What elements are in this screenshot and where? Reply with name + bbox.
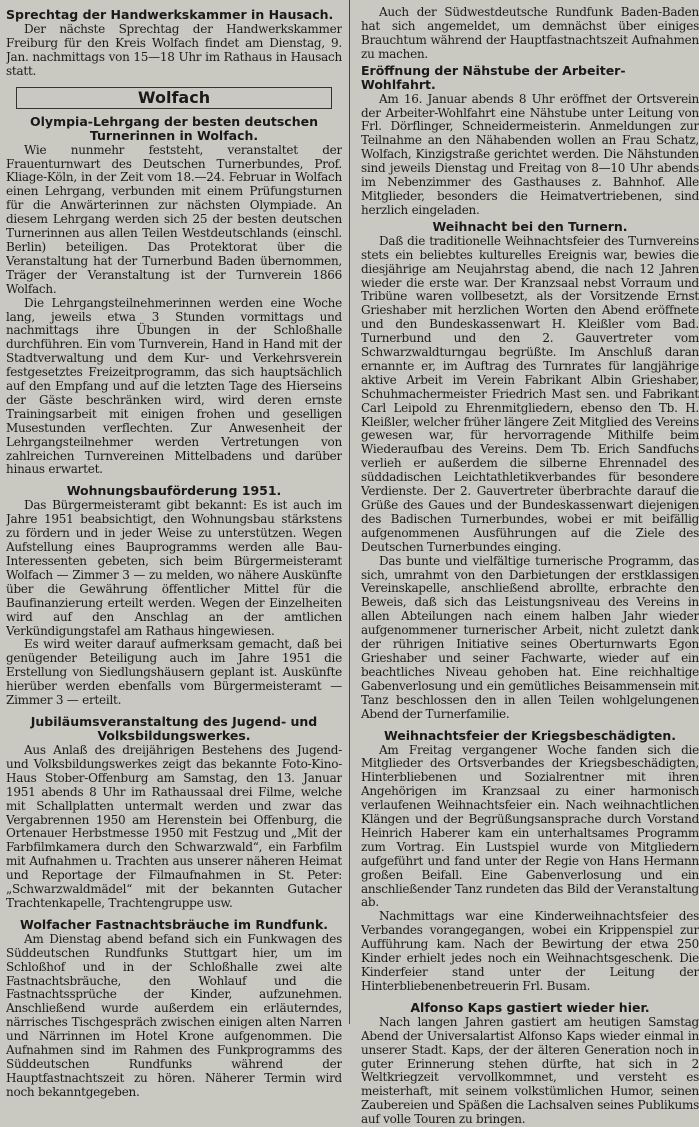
article-paragraph: Es wird weiter darauf aufmerksam gemacht, daß bei genügender Beteiligung auch im Jahre 1951 die Erstellung von Siedlungshäusern geplant ist. Auskünfte hierüber werden ebenfalls vom Bürgermeisteramt — Zimmer 3 — erteilt. [6, 637, 342, 708]
article-paragraph: Das bunte und vielfältige turnerische Programm, das sich, umrahmt von den Darbietungen der erstklassigen Vereinskapelle, anschließend abrollte, erbrachte den Beweis, daß sich das Leistungsniveau des Vereins in allen Abteilungen nach einem halben Jahr wieder aufgenommener turnerischer Arbeit, nicht zuletzt dank der rührigen Initiative seines Oberturnwarts Egon Grieshaber und seiner Fachwarte, wieder auf ein beachtliches Niveau gehoben hat. Eine reichhaltige Gabenverlosung und ein gemütliches Beisammensein mit Tanz beschlossen den in allen Teilen wohlgelungenen Abend der Turnerfamilie. [361, 553, 699, 721]
article-title: Jubiläumsveranstaltung des Jugend- und Volksbildungswerkes. [30, 713, 318, 743]
article-title: Sprechtag der Handwerkskammer in Hausach. [6, 7, 334, 22]
article-paragraph: Am Dienstag abend befand sich ein Funkwagen des Süddeutschen Rundfunks Stuttgart hier, um im Schloßhof und in der Schloßhalle zwei alte Fastnachtsbräuche, den Wohlauf und die Fastnachtssprüche der Kinder, aufzunehmen. Anschließend wurde außerdem ein erläuterndes, närrisches Tischgespräch zwischen einigen alten Narren und Närrinnen im Hotel Krone aufgenommen. Die Aufnahmen sind im Rahmen des Funkprogramms des Süddeutschen Rundfunks während der Hauptfastnachtszeit zu hören. Näherer Termin wird noch bekanntgegeben. [6, 931, 342, 1099]
column-rule [349, 0, 350, 1024]
article-paragraph: Das Bürgermeisteramt gibt bekannt: Es ist auch im Jahre 1951 beabsichtigt, den Wohnungsbau stärkstens zu fördern und in jeder Weise zu unterstützen. Wegen Aufstellung eines Bauprogramms werden alle Bau-Interessenten gebeten, sich beim Bürgermeisteramt Wolfach — Zimmer 3 — zu melden, wo nähere Auskünfte über die Gewährung öffentlicher Mittel für die Baufinanzierung erteilt werden. Wegen der Einzelheiten wird auf den Anschlag an der amtlichen Verkündigungstafel am Rathaus hingewiesen. [6, 498, 342, 638]
section-header-town: Wolfach [16, 87, 332, 109]
article-paragraph: Nachmittags war eine Kinderweihnachtsfeier des Verbandes vorangegangen, wobei ein Krippenspiel zur Aufführung kam. Nach der Bewirtung der etwa 250 Kinder erhielt jedes noch ein Weihnachtsgeschenk. Die Kinderfeier stand unter der Leitung der Hinterbliebenenbetreuerin Frl. Busam. [361, 909, 699, 993]
article-paragraph: Der nächste Sprechtag der Handwerkskammer Freiburg für den Kreis Wolfach findet am Dienstag, 9. Jan. nachmittags von 15—18 Uhr im Rathaus in Hausach statt. [6, 22, 342, 78]
right-column [361, 6, 699, 1127]
article-title: Alfonso Kaps gastiert wieder hier. [410, 999, 650, 1015]
article-title: Eröffnung der Nähstube der Arbeiter-Wohlfahrt. [361, 62, 626, 92]
article-paragraph: Aus Anlaß des dreijährigen Bestehens des Jugend- und Volksbildungswerkes zeigt das bekannte Foto-Kino-Haus Stober-Offenburg am Samstag, den 13. Januar 1951 abends 8 Uhr im Rathaussaal drei Filme, welche mit Schallplatten untermalt werden und zwar das Vergabrennen 1950 am Herenstein bei Offenburg, die Ortenauer Herbstmesse 1950 mit Festzug und „Mit der Farbfilmkamera durch den Schwarzwald“, ein Farbfilm mit Aufnahmen u. Trachten aus unserer näheren Heimat und Reportage der Filmaufnahmen in St. Peter: „Schwarzwaldmädel“ mit der bekannten Gutacher Trachtenkapelle, Trachtengruppe usw. [6, 742, 342, 910]
left-column [6, 6, 342, 1100]
article-title: Wolfacher Fastnachtsbräuche im Rundfunk. [19, 916, 329, 932]
article-paragraph: Die Lehrgangsteilnehmerinnen werden eine Woche lang, jeweils etwa 3 Stunden vormittags und nachmittags ihre Übungen in der Schloßhalle durchführen. Ein vom Turnverein, Hand in Hand mit der Stadtverwaltung und dem Kur- und Verkehrsverein festgesetztes Freizeitprogramm, das sich hauptsächlich auf den Empfang und auf die letzten Tage des Hierseins der Gäste beschränken wird, wird deren ernste Trainingsarbeit mit einigen frohen und geselligen Musestunden verflechten. Zur Anwesenheit der Lehrgangsteilnehmer werden Vertretungen von zahlreichen Turnvereinen Mittelbadens und darüber hinaus erwartet. [6, 295, 342, 477]
article-paragraph: Wie nunmehr feststeht, veranstaltet der Frauenturnwart des Deutschen Turnerbundes, Prof. Kliage-Köln, in der Zeit vom 18.—24. Februar in Wolfach einen Lehrgang, verbunden mit einem Prüfungsturnen für die Anwärterinnen zur nächsten Olympiade. An diesem Lehrgang werden sich 25 der besten deutschen Turnerinnen aus allen Teilen Westdeutschlands (einschl. Berlin) beteiligen. Das Protektorat über die Veranstaltung hat der Turnerbund Baden übernommen, Träger der Veranstaltung ist der Turnverein 1866 Wolfach. [6, 142, 342, 296]
article-title: Olympia-Lehrgang der besten deutschen Turnerinnen in Wolfach. [30, 113, 318, 143]
article-paragraph: Am 16. Januar abends 8 Uhr eröffnet der Ortsverein der Arbeiter-Wohlfahrt eine Nähstube unter Leitung von Frl. Dörflinger, Schneidermeisterin. Anmeldungen zur Teilnahme an den Nähabenden wollen an Frau Schatz, Wolfach, Kinzigstraße gerichtet werden. Die Nähstunden sind jeweils Dienstag und Freitag von 8—10 Uhr abends im Nebenzimmer des Gasthauses z. Bahnhof. Alle Mitglieder, besonders die Heimatvertriebenen, sind herzlich eingeladen. [361, 91, 699, 217]
article-title: Wohnungsbauförderung 1951. [66, 483, 282, 499]
article-title: Weihnacht bei den Turnern. [432, 218, 628, 234]
article-paragraph: Nach langen Jahren gastiert am heutigen Samstag Abend der Universalartist Alfonso Kaps wieder einmal in unserer Stadt. Kaps, der der älteren Generation noch in guter Erinnerung stehen dürfte, hat sich in 2 Weltkriegzeit vervollkommnet, und versteht es meisterhaft, mit seinem volkstümlichen Humor, seinen Zaubereien und Späßen die Lachsalven seines Publikums auf volle Touren zu bringen. [361, 1014, 699, 1127]
article-paragraph: Am Freitag vergangener Woche fanden sich die Mitglieder des Ortsverbandes der Kriegsbeschädigten, Hinterbliebenen und Sozialrentner mit ihren Angehörigen im Kranzsaal zu einer harmonisch verlaufenen Weihnachtsfeier ein. Nach weihnachtlichen Klängen und der Begrüßungsansprache durch Vorstand Heinrich Haberer kam ein unterhaltsames Programm zum Vortrag. Ein Lustspiel wurde von Mitgliedern aufgeführt und fand unter der Regie von Hans Hermann großen Beifall. Eine Gabenverlosung und ein anschließender Tanz rundeten das Bild der Veranstaltung ab. [361, 742, 699, 910]
article-paragraph: Daß die traditionelle Weihnachtsfeier des Turnvereins stets ein beliebtes kulturelles Ereignis war, bewies die diesjährige am Neujahrstag abend, die nach 12 Jahren wieder die erste war. Der Kranzsaal nebst Vorraum und Tribüne waren vollbesetzt, als der Vorsitzende Ernst Grieshaber mit herzlichen Worten den Abend eröffnete und den Bundeskassenwart H. Kleißler vom Bad. Turnerbund und den 2. Gauvertreter vom Schwarzwaldturngau begrüßte. Im Anschluß daran ernannte er, im Auftrag des Turnrates für langjährige aktive Arbeit im Verein Fabrikant Albin Grieshaber, Schuhmachermeister Friedrich Mast sen. und Fabrikant Carl Leipold zu Ehrenmitgliedern, ebenso den Tb. H. Kleißler, welcher früher längere Zeit Mitglied des Vereins gewesen war, für hervorragende Mithilfe beim Wiederaufbau des Vereins. Dem Tb. Erich Sandfuchs verlieh er außerdem die silberne Ehrennadel des süddadischen Leichtathletikverbandes für besondere Verdienste. Der 2. Gauvertreter überbrachte darauf die Grüße des Gaues und der Bundeskassenwart diejenigen des Badischen Turnerbundes, wobei er mit beifällig aufgenommenen Ausführungen auf die Ziele des Deutschen Turnerbundes einging. [361, 233, 699, 554]
article-title: Weihnachtsfeier der Kriegsbeschädigten. [383, 727, 677, 743]
article-paragraph: Auch der Südwestdeutsche Rundfunk Baden-Baden hat sich angemeldet, um demnächst über einiges Brauchtum während der Hauptfastnachtszeit Aufnahmen zu machen. [361, 6, 699, 61]
